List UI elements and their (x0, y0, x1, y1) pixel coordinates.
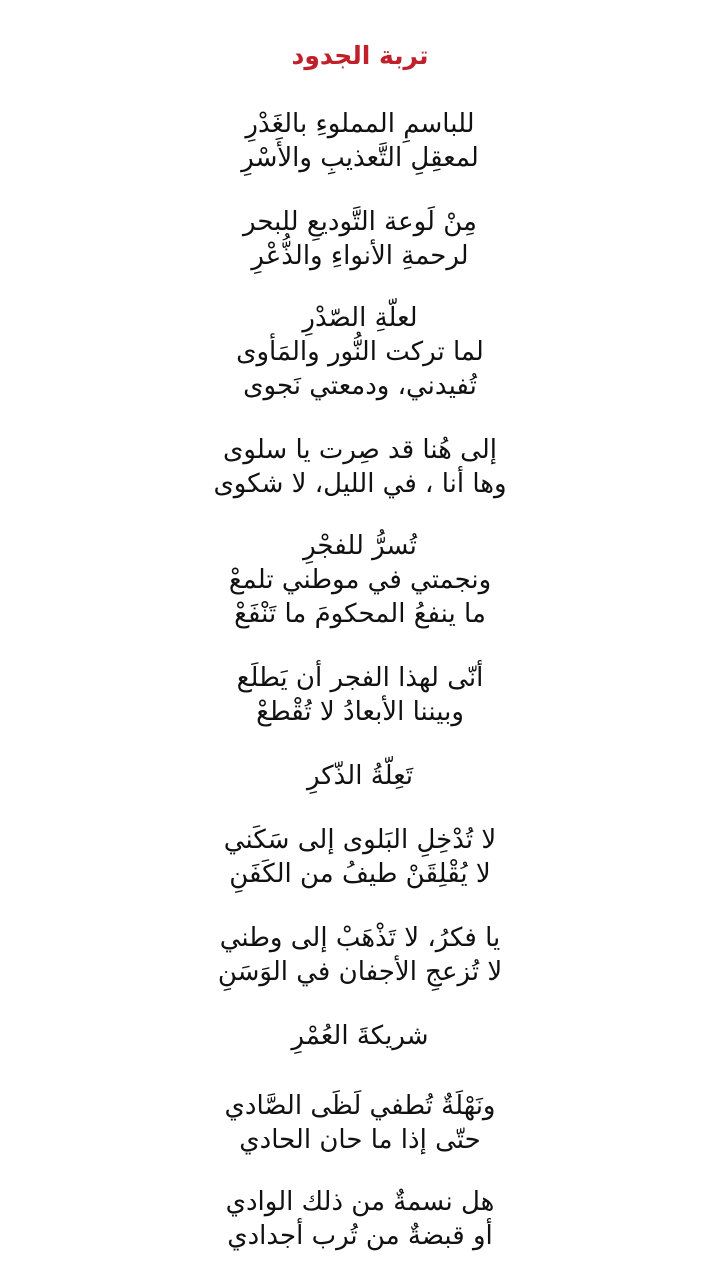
poem-line: إلى هُنا قد صِرت يا سلوى (223, 435, 497, 465)
poem-line: وها أنا ، في الليل، لا شكوى (213, 469, 507, 499)
poem-line: شريكةَ العُمْرِ (291, 1021, 429, 1051)
poem-line: تَعِلّةُ الذّكرِ (306, 761, 414, 791)
poem-line: ونَهْلَةٌ تُطفي لَظَى الصَّادي (224, 1091, 496, 1121)
poem-line: تُسرُّ للفجْرِ (303, 531, 417, 561)
poem-line: لعلّةِ الصّدْرِ (302, 303, 418, 333)
poem-line: أو قبضةٌ من تُرب أجدادي (227, 1221, 493, 1251)
poem-line: مِنْ لَوعة التَّوديعِ للبحر (243, 207, 477, 237)
poem-line: لما تركت النُّور والمَأوى (236, 337, 484, 367)
poem-line: لرحمةِ الأنواءِ والذُّعْرِ (251, 241, 469, 271)
poem-line: وبيننا الأبعادُ لا تُقْطعْ (256, 697, 464, 727)
poem-line: لا تُدْخِلِ البَلوى إلى سَكَني (223, 825, 497, 855)
poem-line: ما ينفعُ المحكومَ ما تَنْفَعْ (234, 599, 486, 629)
poem-title: تربة الجدود (291, 41, 429, 70)
poem-line: لا تُزعجِ الأجفان في الوَسَنِ (217, 957, 503, 987)
poem-line: للباسمِ المملوءِ بالغَدْرِ (245, 109, 475, 139)
poem-line: تُفيدني، ودمعتي نَجوى (243, 371, 477, 401)
poem-line: يا فكرُ، لا تَذْهَبْ إلى وطني (219, 923, 501, 953)
poem-line: ونجمتي في موطني تلمعْ (228, 565, 492, 595)
poem-line: هل نسمةٌ من ذلك الوادي (225, 1187, 495, 1217)
poem-line: أنّى لهذا الفجر أن يَطلَع (236, 663, 484, 693)
poem-line: لا يُقْلِقَنْ طيفُ من الكَفَنِ (229, 859, 491, 889)
poem-line: حتّى إذا ما حان الحادي (239, 1125, 481, 1155)
poem-line: لمعقِلِ التَّعذيبِ والأَسْرِ (241, 143, 479, 173)
